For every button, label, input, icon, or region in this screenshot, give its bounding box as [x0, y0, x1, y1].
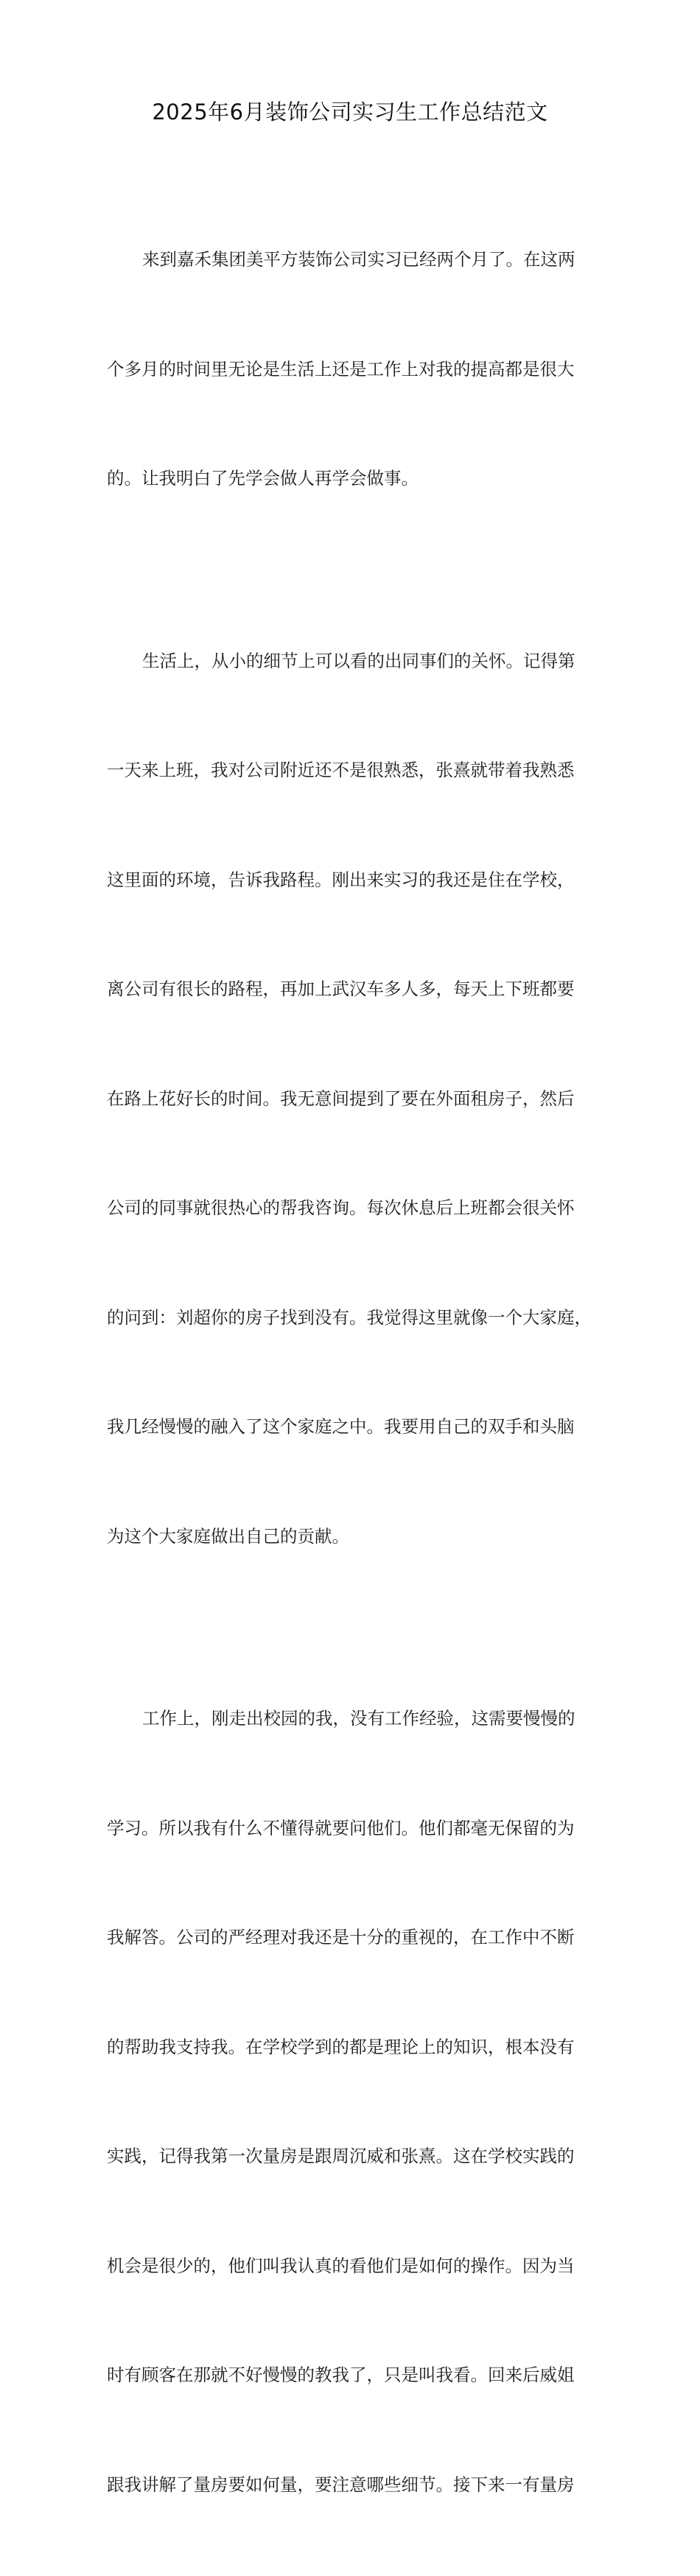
text-line: 的。让我明白了先学会做人再学会做事。	[107, 468, 419, 489]
paragraph-1	[107, 169, 604, 570]
text-line: 一天来上班，我对公司附近还不是很熟悉，张熹就带着我熟悉	[107, 760, 575, 780]
text-line: 个多月的时间里无论是生活上还是工作上对我的提高都是很大	[107, 358, 575, 379]
paragraph-3	[107, 1628, 604, 2576]
text-line: 学习。所以我有什么不懂得就要问他们。他们都毫无保留的为	[107, 1817, 575, 1838]
text-line: 为这个大家庭做出自己的贡献。	[107, 1525, 349, 1547]
text-line: 跟我讲解了量房要如何量，要注意哪些细节。接下来一有量房	[107, 2474, 575, 2495]
document-body	[107, 169, 604, 2576]
text-line: 的帮助我支持我。在学校学到的都是理论上的知识，根本没有	[107, 2036, 575, 2057]
document-title: 2025年6月装饰公司实习生工作总结范文	[152, 99, 548, 125]
text-line: 我解答。公司的严经理对我还是十分的重视的，在工作中不断	[107, 1927, 575, 1947]
paragraph-2	[107, 570, 604, 1628]
text-line: 这里面的环境，告诉我路程。刚出来实习的我还是住在学校，	[107, 869, 575, 890]
text-line: 在路上花好长的时间。我无意间提到了要在外面租房子，然后	[107, 1088, 575, 1109]
text-line: 生活上，从小的细节上可以看的出同事们的关怀。记得第	[142, 650, 575, 671]
text-line: 时有顾客在那就不好慢慢的教我了，只是叫我看。回来后威姐	[107, 2365, 575, 2385]
text-line: 机会是很少的，他们叫我认真的看他们是如何的操作。因为当	[107, 2255, 575, 2276]
text-line: 实践，记得我第一次量房是跟周沉威和张熹。这在学校实践的	[107, 2146, 575, 2166]
text-line: 离公司有很长的路程，再加上武汉车多人多，每天上下班都要	[107, 979, 575, 999]
text-line: 工作上，刚走出校园的我，没有工作经验，这需要慢慢的	[142, 1708, 575, 1729]
text-line: 我几经慢慢的融入了这个家庭之中。我要用自己的双手和头脑	[107, 1416, 575, 1437]
text-line: 来到嘉禾集团美平方装饰公司实习已经两个月了。在这两	[142, 249, 575, 270]
text-line: 的问到：刘超你的房子找到没有。我觉得这里就像一个大家庭，	[107, 1306, 592, 1328]
text-line: 公司的同事就很热心的帮我咨询。每次休息后上班都会很关怀	[107, 1197, 575, 1218]
